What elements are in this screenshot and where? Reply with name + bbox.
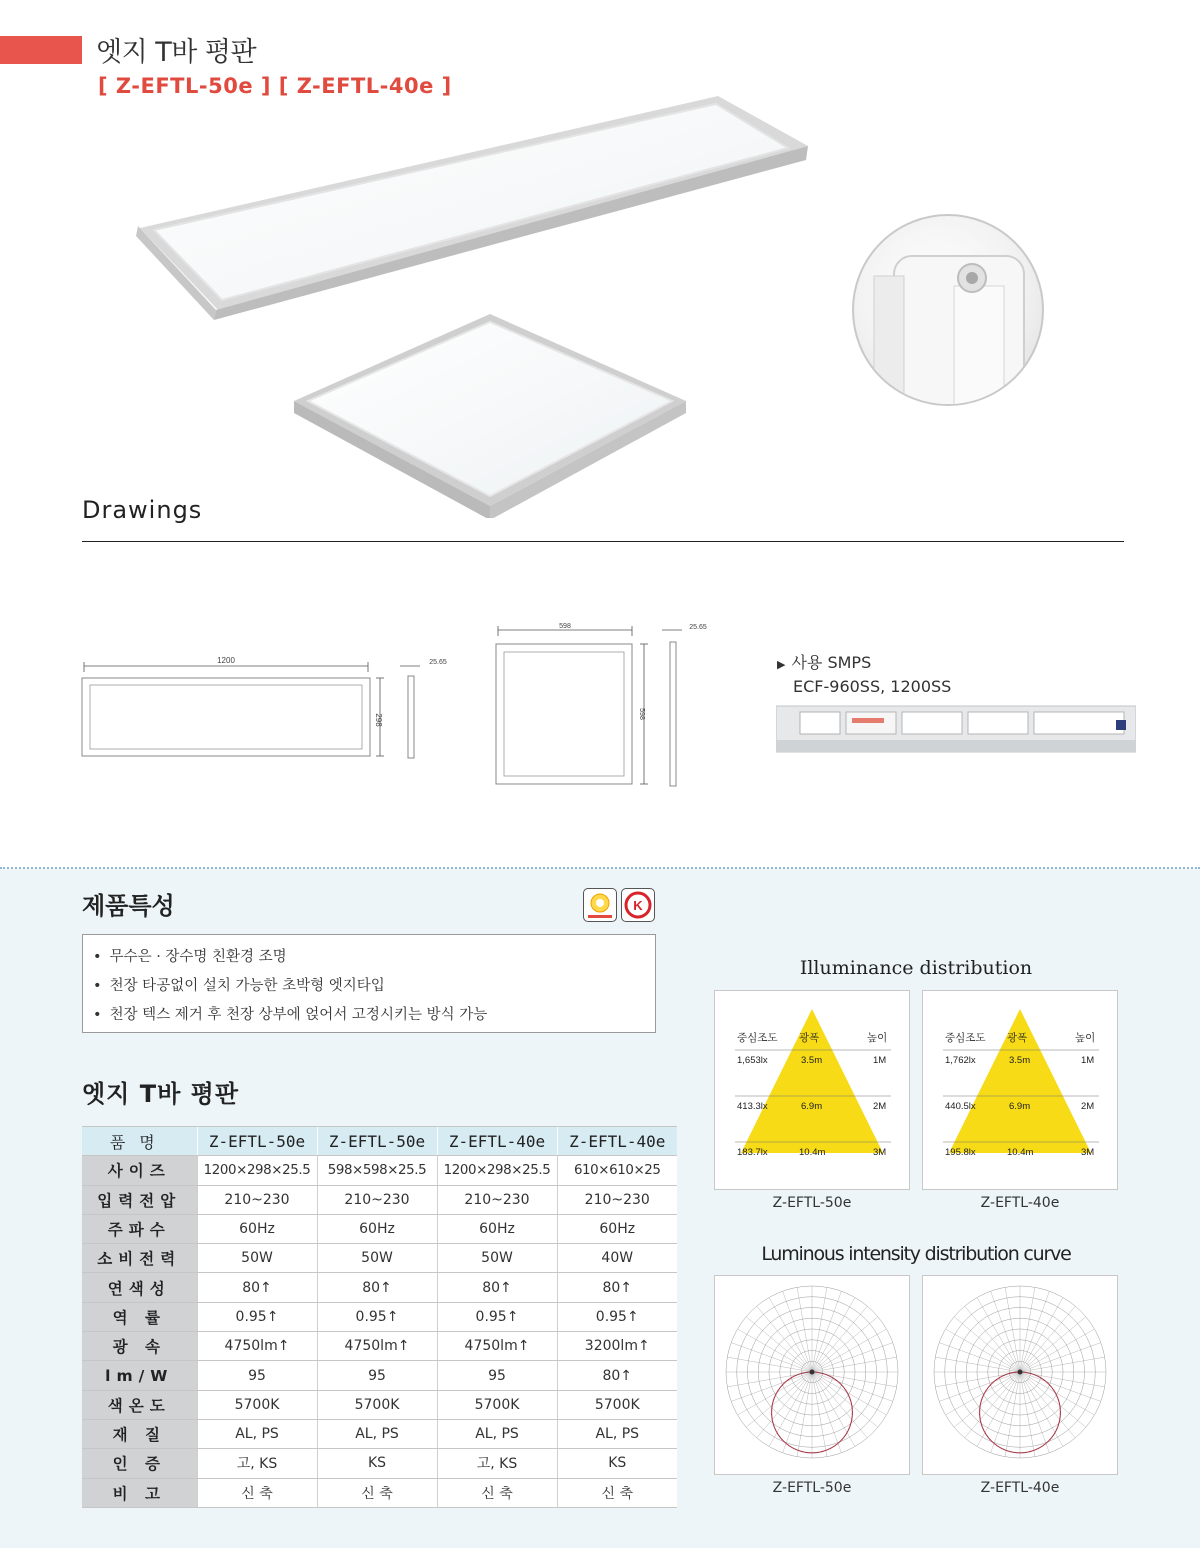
lux-value: 1,653lx — [737, 1055, 768, 1066]
spec-column-header: Z-EFTL-50e — [197, 1127, 317, 1156]
height-value: 2M — [1081, 1101, 1095, 1112]
width-value: 10.4m — [799, 1147, 826, 1158]
feature-item: • 천장 텍스 제거 후 천장 상부에 얹어서 고정시키는 방식 가능 — [91, 1001, 655, 1030]
luminous-caption: Z-EFTL-40e — [980, 1480, 1060, 1496]
long-panel-drawing — [76, 652, 456, 764]
spec-cell: 60Hz — [557, 1214, 677, 1243]
spec-cell: 신 축 — [557, 1478, 677, 1507]
spec-cell: 5700K — [437, 1390, 557, 1419]
spec-cell: 1200×298×25.5 — [437, 1156, 557, 1185]
spec-row-label: 입력전압 — [82, 1185, 197, 1214]
spec-cell: 0.95↑ — [197, 1302, 317, 1331]
spec-row-label: 연색성 — [82, 1273, 197, 1302]
smps-photo — [776, 704, 1136, 754]
width-value: 3.5m — [1009, 1055, 1031, 1066]
spec-cell: KS — [557, 1449, 677, 1478]
ks-cert-icon — [621, 888, 655, 922]
corner-detail-image — [852, 214, 1044, 406]
page-title: 엣지 T바 평판 — [96, 37, 257, 68]
spec-column-header: Z-EFTL-40e — [437, 1127, 557, 1156]
spec-header-label: 품명 — [82, 1127, 197, 1156]
spec-row-label: 재 질 — [82, 1419, 197, 1448]
illuminance-caption: Z-EFTL-50e — [772, 1195, 852, 1211]
long-height-label: 298 — [374, 713, 383, 727]
spec-row-label: 광 속 — [82, 1332, 197, 1361]
features-heading: 제품특성 — [82, 892, 175, 920]
square-width-label: 598 — [559, 623, 571, 630]
spec-cell: 신 축 — [437, 1478, 557, 1507]
height-value: 2M — [873, 1101, 887, 1112]
spec-cell: 5700K — [557, 1390, 677, 1419]
spec-row — [82, 1156, 677, 1185]
luminous-caption: Z-EFTL-50e — [772, 1480, 852, 1496]
lux-value: 1,762lx — [945, 1055, 976, 1066]
height-value: 1M — [873, 1055, 887, 1066]
spec-table — [82, 1126, 677, 1508]
drawings-heading: Drawings — [82, 496, 203, 524]
spec-cell: 신 축 — [197, 1478, 317, 1507]
spec-cell: 80↑ — [197, 1273, 317, 1302]
illuminance-panel-40e — [922, 990, 1118, 1190]
triangle-right-icon: ▶ — [777, 658, 786, 671]
illuminance-diagram — [715, 991, 909, 1189]
spec-row-label: lm/W — [82, 1361, 197, 1390]
spec-cell: 0.95↑ — [317, 1302, 437, 1331]
spec-cell: 80↑ — [437, 1273, 557, 1302]
height-value: 3M — [873, 1147, 887, 1158]
spec-cell: 4750lm↑ — [437, 1332, 557, 1361]
long-depth-label: 25.65 — [429, 659, 447, 666]
spec-cell: AL, PS — [437, 1419, 557, 1448]
spec-row-label: 역 률 — [82, 1302, 197, 1331]
spec-cell: 5700K — [197, 1390, 317, 1419]
smps-line-2: ECF-960SS, 1200SS — [793, 677, 952, 696]
spec-row — [82, 1390, 677, 1419]
spec-row — [82, 1419, 677, 1448]
spec-row — [82, 1185, 677, 1214]
svg-text:K: K — [633, 898, 643, 913]
features-list — [82, 934, 656, 1033]
drawings-divider — [82, 541, 1124, 542]
spec-cell: KS — [317, 1449, 437, 1478]
accent-bar — [0, 36, 82, 64]
spec-row-label: 소비전력 — [82, 1244, 197, 1273]
luminous-panel-50e — [714, 1275, 910, 1475]
height-value: 1M — [1081, 1055, 1095, 1066]
light-cone — [949, 1009, 1091, 1153]
polar-curve — [923, 1276, 1117, 1474]
spec-row-label: 인 증 — [82, 1449, 197, 1478]
square-height-label: 598 — [638, 708, 645, 720]
feature-item: • 천장 타공없이 설치 가능한 초박형 엣지타입 — [91, 972, 655, 1001]
spec-cell: 210~230 — [317, 1185, 437, 1214]
spec-cell: 50W — [197, 1244, 317, 1273]
illuminance-panel-50e — [714, 990, 910, 1190]
spec-row — [82, 1244, 677, 1273]
corner-detail-illustration — [854, 216, 1044, 406]
spec-heading: 엣지 T바 평판 — [82, 1080, 240, 1108]
spec-cell: 95 — [197, 1361, 317, 1390]
spec-cell: 610×610×25 — [557, 1156, 677, 1185]
spec-cell: 80↑ — [557, 1273, 677, 1302]
model-codes: [ Z-EFTL-50e ] [ Z-EFTL-40e ] — [98, 74, 452, 98]
spec-cell: 고, KS — [437, 1449, 557, 1478]
feature-item: • 무수은 · 장수명 친환경 조명 — [91, 943, 655, 972]
spec-cell: 3200lm↑ — [557, 1332, 677, 1361]
smps-info — [777, 652, 951, 698]
luminous-heading: Luminous intensity distribution curve — [761, 1243, 1071, 1265]
product-photo — [118, 88, 838, 518]
spec-cell: 80↑ — [557, 1361, 677, 1390]
high-efficiency-cert-icon — [583, 888, 617, 922]
column-label-center: 중심조도 — [737, 1032, 778, 1044]
illuminance-caption: Z-EFTL-40e — [980, 1195, 1060, 1211]
spec-cell: 210~230 — [197, 1185, 317, 1214]
square-depth-label: 25.65 — [689, 624, 707, 631]
height-value: 3M — [1081, 1147, 1095, 1158]
spec-cell: 60Hz — [437, 1214, 557, 1243]
spec-cell: 40W — [557, 1244, 677, 1273]
spec-cell: 60Hz — [317, 1214, 437, 1243]
spec-row-label: 주파수 — [82, 1214, 197, 1243]
spec-cell: 4750lm↑ — [197, 1332, 317, 1361]
spec-cell: 50W — [437, 1244, 557, 1273]
column-label-width: 광폭 — [799, 1032, 820, 1044]
polar-center — [1018, 1370, 1023, 1375]
spec-cell: 5700K — [317, 1390, 437, 1419]
illuminance-heading: Illuminance distribution — [799, 957, 1033, 979]
width-value: 3.5m — [801, 1055, 823, 1066]
column-label-center: 중심조도 — [945, 1032, 986, 1044]
spec-row — [82, 1449, 677, 1478]
spec-row-label: 사이즈 — [82, 1156, 197, 1185]
width-value: 10.4m — [1007, 1147, 1034, 1158]
lux-value: 183.7lx — [737, 1147, 768, 1158]
polar-center — [810, 1370, 815, 1375]
spec-row — [82, 1214, 677, 1243]
spec-column-header: Z-EFTL-50e — [317, 1127, 437, 1156]
spec-cell: 210~230 — [437, 1185, 557, 1214]
illuminance-diagram — [923, 991, 1117, 1189]
long-width-label: 1200 — [217, 656, 235, 665]
lux-value: 413.3lx — [737, 1101, 768, 1112]
polar-curve — [715, 1276, 909, 1474]
lux-value: 440.5lx — [945, 1101, 976, 1112]
width-value: 6.9m — [801, 1101, 823, 1112]
spec-cell: AL, PS — [557, 1419, 677, 1448]
spec-cell: 0.95↑ — [557, 1302, 677, 1331]
spec-row — [82, 1302, 677, 1331]
spec-cell: 210~230 — [557, 1185, 677, 1214]
spec-cell: 80↑ — [317, 1273, 437, 1302]
smps-line-1: 사용 SMPS — [791, 653, 872, 672]
spec-cell: 598×598×25.5 — [317, 1156, 437, 1185]
column-label-height: 높이 — [867, 1032, 888, 1044]
spec-cell: 1200×298×25.5 — [197, 1156, 317, 1185]
light-cone — [741, 1009, 883, 1153]
spec-cell: 고, KS — [197, 1449, 317, 1478]
spec-cell: 신 축 — [317, 1478, 437, 1507]
spec-row — [82, 1273, 677, 1302]
spec-cell: 50W — [317, 1244, 437, 1273]
spec-cell: 95 — [317, 1361, 437, 1390]
spec-row — [82, 1332, 677, 1361]
column-label-height: 높이 — [1075, 1032, 1096, 1044]
spec-header-row — [82, 1127, 677, 1156]
width-value: 6.9m — [1009, 1101, 1031, 1112]
spec-row-label: 비 고 — [82, 1478, 197, 1507]
spec-cell: AL, PS — [317, 1419, 437, 1448]
spec-cell: 60Hz — [197, 1214, 317, 1243]
square-panel-drawing — [490, 620, 730, 790]
spec-cell: AL, PS — [197, 1419, 317, 1448]
spec-cell: 95 — [437, 1361, 557, 1390]
lux-value: 195.8lx — [945, 1147, 976, 1158]
luminous-panel-40e — [922, 1275, 1118, 1475]
spec-column-header: Z-EFTL-40e — [557, 1127, 677, 1156]
spec-row — [82, 1361, 677, 1390]
spec-cell: 4750lm↑ — [317, 1332, 437, 1361]
spec-row — [82, 1478, 677, 1507]
spec-row-label: 색온도 — [82, 1390, 197, 1419]
column-label-width: 광폭 — [1007, 1032, 1028, 1044]
spec-cell: 0.95↑ — [437, 1302, 557, 1331]
